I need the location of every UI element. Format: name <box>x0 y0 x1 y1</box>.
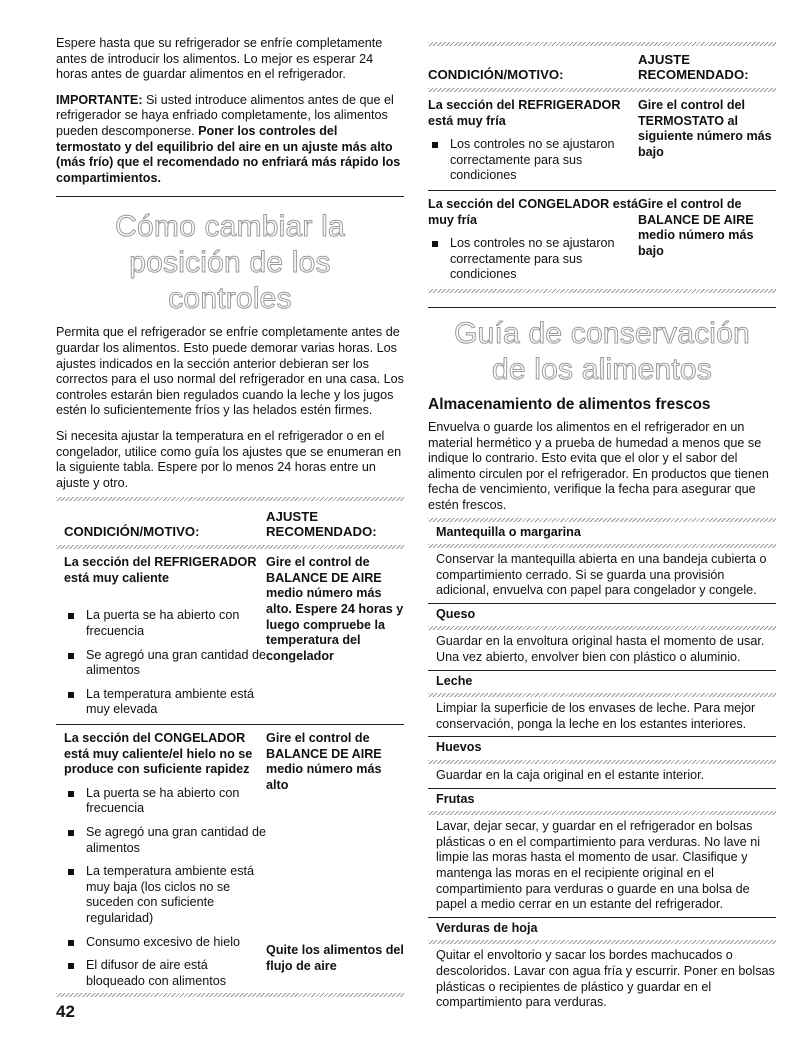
controls-paragraph: Si necesita ajustar la temperatura en el refrigerador o en el congelador, utilice como guía los ajustes que se enumeran en la siguiente tabla. Espere por lo menos 24 horas entre un ajuste y otro. <box>56 428 402 490</box>
food-text: Guardar en la envoltura original hasta el momento de usar. Una vez abierto, envolver bien con plástico o aluminio. <box>436 634 765 665</box>
table-header <box>56 501 404 545</box>
header-setting <box>638 52 776 82</box>
food-text: Lavar, dejar secar, y guardar en el refrigerador en bolsas plásticas o en el compartimiento para verduras. No lave ni limpie las moras hasta el momento de usar. Clasifique y mantenga las moras en el recipiente original en el compartimiento para verduras o guarde en una bolsa de papel a medio cerrar en un estante del refrigerador. <box>436 819 761 912</box>
table-row <box>428 191 776 289</box>
food-text: Quitar el envoltorio y sacar los bordes machucados o descoloridos. Lavar con agua fría y escurrir. Poner en bolsas plásticas o recipientes de plástico y guardar en el compartimiento para verduras. <box>436 948 775 1010</box>
bullet-item: La puerta se ha abierto con frecuencia <box>64 786 266 817</box>
section-title-controls <box>56 209 404 317</box>
header-condition: CONDICIÓN/MOTIVO: <box>428 67 564 82</box>
food-text: Conservar la mantequilla abierta en una bandeja cubierta o compartimiento cerrado. Si se guarda una provisión adicional, envuelva con papel para congelador y congele. <box>436 552 767 598</box>
header-setting-line: RECOMENDADO: <box>266 524 377 540</box>
condition-text: La sección del CONGELADOR está muy fría <box>428 196 638 227</box>
bullet-item: Se agregó una gran cantidad de alimentos <box>64 648 266 679</box>
table-row <box>56 725 404 993</box>
left-column <box>56 36 404 997</box>
table-bottom-border <box>428 289 776 293</box>
section-divider <box>56 196 404 197</box>
food-intro-paragraph: Envuelva o guarde los alimentos en el refrigerador en un material hermético y a prueba de humedad a menos que se indique lo contrario. Esto evita que el olor y el sabor del alimento circulen por el refrigerador. En productos que tienen fecha de vencimiento, verifique la fecha para asegurar que estén frescos. <box>428 419 769 512</box>
bullet-item: La temperatura ambiente está muy elevada <box>64 687 266 718</box>
page-number: 42 <box>56 1002 75 1021</box>
food-heading: Queso <box>436 606 476 621</box>
setting-text: Gire el control de BALANCE DE AIRE medio número más alto <box>266 731 382 792</box>
food-heading: Frutas <box>436 791 475 806</box>
bullet-item: La temperatura ambiente está muy baja (los ciclos no se suceden con suficiente regularidad) <box>64 864 266 926</box>
table-bottom-border <box>56 993 404 997</box>
setting-text: Gire el control de BALANCE DE AIRE medio número más bajo <box>637 196 754 258</box>
bullet-item: La puerta se ha abierto con frecuencia <box>64 608 266 639</box>
food-heading: Leche <box>436 673 473 688</box>
setting-text: Gire el control de BALANCE DE AIRE medio número más alto. Espere 24 horas y luego compruebe la temperatura del congelador <box>266 555 404 663</box>
controls-paragraph: Permita que el refrigerador se enfríe completamente antes de guardar los alimentos. Esto puede demorar varias horas. Los ajustes indicados en la sección anterior debieran ser los correctos para el uso normal del refrigerador en una casa. Los controles estarán bien regulados cuando la leche y los jugos estén lo suficientemente fríos y las helados estén firmes. <box>56 325 404 418</box>
table-header <box>428 46 776 88</box>
food-text: Guardar en la caja original en el estante interior. <box>436 768 705 783</box>
food-heading: Mantequilla o margarina <box>436 524 581 539</box>
header-setting-line: AJUSTE <box>266 509 319 525</box>
table-row <box>56 549 404 725</box>
right-column <box>428 42 776 1015</box>
section-divider <box>428 307 776 308</box>
condition-text: La sección del REFRIGERADOR está muy fría <box>428 98 621 128</box>
intro-paragraph: Espere hasta que su refrigerador se enfríe completamente antes de introducir los alimentos. Lo mejor es esperar 24 horas antes de guardar alimentos en el refrigerador. <box>56 36 383 82</box>
bullet-item: Los controles no se ajustaron correctamente para sus condiciones <box>428 137 638 184</box>
header-setting-line: RECOMENDADO: <box>637 67 749 82</box>
food-text: Limpiar la superficie de los envases de leche. Para mejor conservación, ponga la leche en los estantes interiores. <box>436 701 756 731</box>
section-title-food <box>428 316 776 388</box>
section-title-line: Guía de conservación <box>454 316 750 350</box>
bullet-item: Los controles no se ajustaron correctamente para sus condiciones <box>428 236 638 283</box>
food-heading: Huevos <box>436 740 482 755</box>
section-title-line: controles <box>168 282 292 316</box>
section-title-line: Cómo cambiar la posición de los <box>115 210 345 280</box>
important-label: IMPORTANTE: <box>56 92 143 107</box>
bullet-item: Consumo excesivo de hielo <box>64 935 266 951</box>
section-title-line: de los alimentos <box>492 352 712 386</box>
header-setting <box>266 509 404 539</box>
header-condition: CONDICIÓN/MOTIVO: <box>64 524 200 540</box>
header-setting-line: AJUSTE <box>637 52 691 67</box>
important-paragraph <box>56 93 404 187</box>
food-heading: Verduras de hoja <box>436 920 538 935</box>
important-text: Si usted introduce alimentos antes de que el refrigerador se haya enfriado completamente, los alimentos pueden descomponerse. <box>56 92 394 138</box>
condition-text: La sección del REFRIGERADOR está muy caliente <box>64 555 257 585</box>
important-bold-text: Poner los controles del termostato y del equilibrio del aire en un ajuste más alto (más frío) que el recomendado no enfriará más rápido los compartimientos. <box>56 123 401 185</box>
setting-text: Quite los alimentos del flujo de aire <box>266 943 404 973</box>
bullet-item: Se agregó una gran cantidad de alimentos <box>64 825 266 856</box>
bullet-item: El difusor de aire está bloqueado con alimentos <box>64 958 266 989</box>
condition-text: La sección del CONGELADOR está muy caliente/el hielo no se produce con suficiente rapidez <box>64 731 253 777</box>
table-row <box>428 92 776 191</box>
setting-text: Gire el control del TERMOSTATO al siguiente número más bajo <box>637 98 772 159</box>
subheading: Almacenamiento de alimentos frescos <box>428 395 711 413</box>
